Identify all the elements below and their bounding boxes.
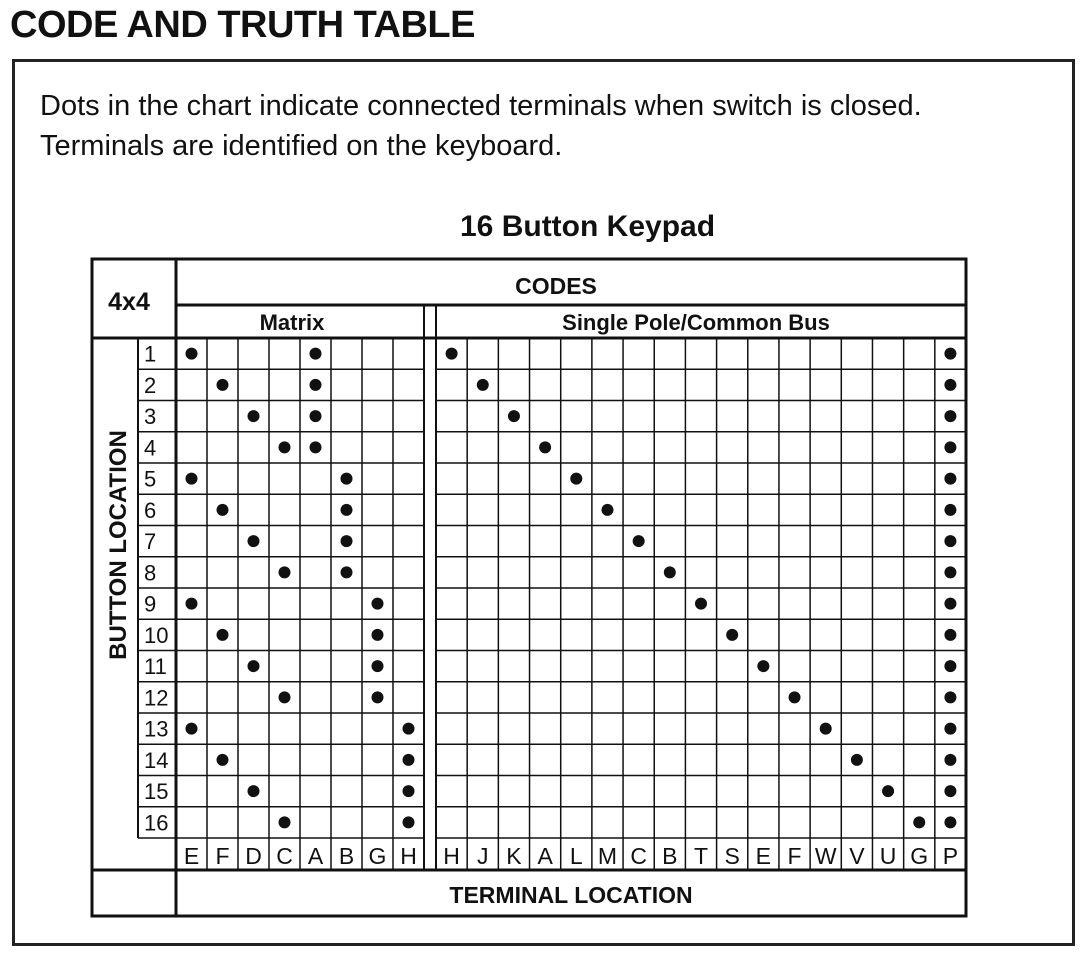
matrix-dot: [403, 785, 415, 797]
single-pole-dot: [633, 535, 645, 547]
matrix-dot: [279, 816, 291, 828]
matrix-dot: [248, 535, 260, 547]
matrix-column-label: H: [400, 843, 417, 869]
matrix-dot: [310, 410, 322, 422]
single-pole-dot: [695, 598, 707, 610]
single-pole-dot: [944, 473, 956, 485]
single-pole-column-label: K: [506, 843, 522, 869]
matrix-column-label: E: [183, 843, 200, 869]
single-pole-dot: [944, 816, 956, 828]
single-pole-dot: [944, 566, 956, 578]
single-pole-dot: [477, 379, 489, 391]
single-pole-column-label: W: [814, 843, 837, 869]
single-pole-column-label: G: [910, 843, 929, 869]
matrix-column-label: A: [307, 843, 324, 869]
matrix-column-label: C: [276, 843, 293, 869]
single-pole-dot: [944, 723, 956, 735]
matrix-dot: [186, 598, 198, 610]
matrix-dot: [186, 473, 198, 485]
matrix-dot: [372, 691, 384, 703]
matrix-dot: [217, 629, 229, 641]
single-pole-column-label: C: [630, 843, 647, 869]
single-pole-dot: [944, 379, 956, 391]
matrix-dot: [186, 723, 198, 735]
matrix-column-label: B: [338, 843, 355, 869]
matrix-dot: [310, 348, 322, 360]
single-pole-column-label: T: [693, 843, 709, 869]
grid-lines: [138, 338, 966, 870]
row-label: 14: [144, 747, 169, 773]
single-pole-dot: [944, 629, 956, 641]
matrix-dot: [403, 723, 415, 735]
single-pole-column-label: V: [849, 843, 865, 869]
matrix-label: Matrix: [259, 310, 325, 335]
single-pole-column-label: B: [662, 843, 678, 869]
row-label: 12: [144, 685, 169, 711]
matrix-column-label: G: [368, 843, 387, 869]
single-pole-column-label: U: [879, 843, 897, 869]
row-label: 8: [144, 560, 157, 586]
page-title: CODE AND TRUTH TABLE: [10, 4, 475, 46]
matrix-dot: [279, 691, 291, 703]
single-pole-dot: [944, 535, 956, 547]
column-axis-label: TERMINAL LOCATION: [449, 882, 693, 908]
corner-label: 4x4: [108, 288, 150, 316]
row-label: 9: [144, 591, 157, 617]
matrix-dot: [186, 348, 198, 360]
single-pole-column-label: E: [755, 843, 772, 869]
row-label: 15: [144, 779, 169, 805]
single-pole-dot: [944, 785, 956, 797]
single-pole-dot: [944, 348, 956, 360]
single-pole-dot: [944, 504, 956, 516]
single-pole-column-label: S: [724, 843, 740, 869]
single-pole-dot: [944, 660, 956, 672]
matrix-dot: [341, 535, 353, 547]
matrix-dot: [248, 785, 260, 797]
codes-label: CODES: [515, 273, 597, 299]
matrix-dot: [217, 754, 229, 766]
matrix-dot: [341, 473, 353, 485]
single-pole-dot: [944, 598, 956, 610]
row-axis-label: BUTTON LOCATION: [105, 430, 132, 660]
intro-line-2: Terminals are identified on the keyboard.: [40, 130, 563, 162]
single-pole-column-label: H: [443, 843, 460, 869]
chart-title: 16 Button Keypad: [460, 210, 716, 243]
single-pole-dot: [446, 348, 458, 360]
single-pole-column-label: M: [597, 843, 618, 869]
single-pole-dot: [820, 723, 832, 735]
single-pole-dot: [601, 504, 613, 516]
single-pole-column-label: F: [787, 843, 802, 869]
single-pole-dot: [882, 785, 894, 797]
row-label: 1: [144, 341, 157, 367]
matrix-column-label: F: [215, 843, 230, 869]
matrix-dot: [403, 754, 415, 766]
single-pole-dot: [913, 816, 925, 828]
matrix-dot: [248, 410, 260, 422]
single-pole-column-label: L: [569, 843, 583, 869]
single-pole-dot: [570, 473, 582, 485]
single-pole-dot: [664, 566, 676, 578]
single-pole-dot: [944, 754, 956, 766]
row-label: 10: [144, 622, 169, 648]
row-label: 5: [144, 466, 157, 492]
matrix-dot: [248, 660, 260, 672]
matrix-dot: [341, 504, 353, 516]
matrix-dot: [217, 379, 229, 391]
single-pole-dot: [944, 691, 956, 703]
matrix-dot: [310, 379, 322, 391]
matrix-dot: [403, 816, 415, 828]
single-pole-dot: [508, 410, 520, 422]
row-label: 7: [144, 529, 157, 555]
single-pole-dot: [757, 660, 769, 672]
single-pole-dot: [944, 410, 956, 422]
row-label: 16: [144, 810, 169, 836]
single-pole-dot: [539, 441, 551, 453]
row-label: 6: [144, 497, 157, 523]
matrix-dot: [279, 566, 291, 578]
matrix-column-label: D: [245, 843, 262, 869]
matrix-dot: [310, 441, 322, 453]
matrix-dot: [372, 660, 384, 672]
single-pole-column-label: P: [942, 843, 959, 869]
single-pole-dot: [789, 691, 801, 703]
row-label: 4: [144, 435, 157, 461]
row-label: 2: [144, 372, 157, 398]
matrix-dot: [217, 504, 229, 516]
single-pole-label: Single Pole/Common Bus: [562, 310, 830, 335]
single-pole-dot: [851, 754, 863, 766]
single-pole-column-label: J: [477, 843, 489, 869]
single-pole-dot: [726, 629, 738, 641]
matrix-dot: [372, 629, 384, 641]
row-label: 3: [144, 404, 157, 430]
row-label: 11: [144, 654, 167, 680]
row-label: 13: [144, 716, 169, 742]
single-pole-dot: [944, 441, 956, 453]
matrix-dot: [279, 441, 291, 453]
matrix-dot: [372, 598, 384, 610]
intro-line-1: Dots in the chart indicate connected terminals when switch is closed.: [40, 90, 922, 122]
matrix-dot: [341, 566, 353, 578]
single-pole-column-label: A: [537, 843, 553, 869]
